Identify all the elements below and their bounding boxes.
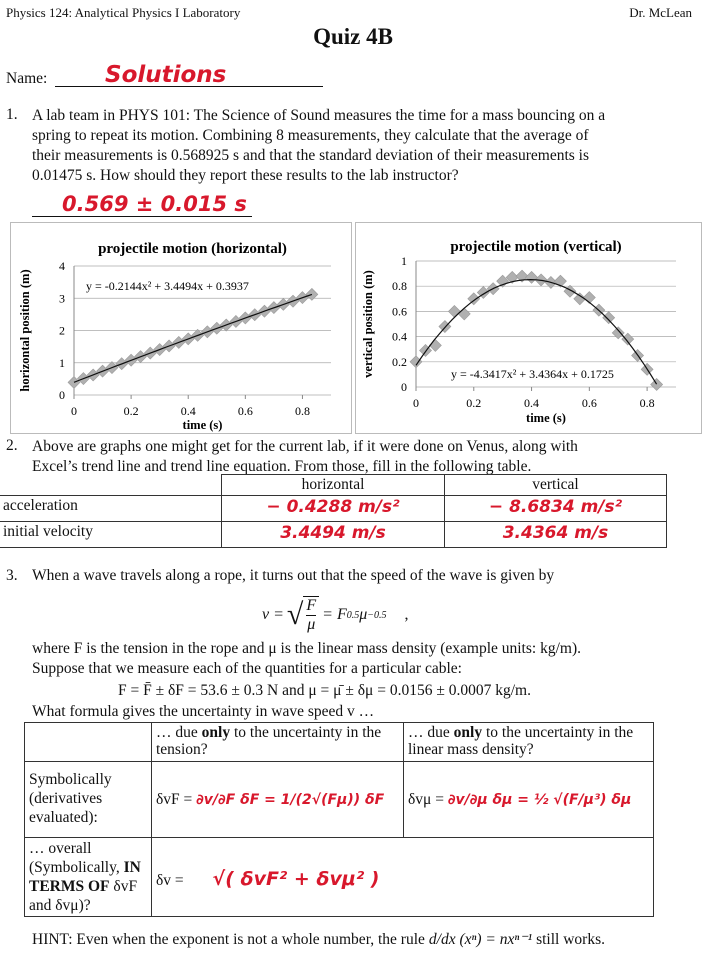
data-point xyxy=(622,333,634,345)
col-horizontal: horizontal xyxy=(222,475,445,496)
data-point xyxy=(458,308,470,320)
q3-where: where F is the tension in the rope and μ is the linear mass density (example units: kg/m). xyxy=(32,640,581,657)
q1-line: 0.01475 s. How should they report these results to the lab instructor? xyxy=(32,167,459,184)
chart-horizontal xyxy=(10,222,352,434)
instructor: Dr. McLean xyxy=(629,5,692,20)
y-tick-label: 3 xyxy=(59,291,65,306)
hint: HINT: Even when the exponent is not a whole number, the rule d/dx (xⁿ) = nxⁿ⁻¹ still works. xyxy=(32,930,605,948)
page-title: Quiz 4B xyxy=(313,24,393,49)
q3-number: 3. xyxy=(6,567,18,584)
y-tick-label: 0 xyxy=(401,380,407,394)
answer-cell[interactable]: − 0.4288 m/s² xyxy=(222,496,445,522)
q1-line: spring to repeat its motion. Combining 8 measurements, they calculate that the average of xyxy=(32,127,589,144)
q3-intro: When a wave travels along a rope, it turns out that the speed of the wave is given by xyxy=(32,567,555,584)
q3-measurements: F = F̄ ± δF = 53.6 ± 0.3 N and μ = μ̄ ± δμ = 0.0156 ± 0.0007 kg/m. xyxy=(118,682,531,699)
y-axis-label: horizontal position (m) xyxy=(18,269,32,392)
answer-dvF[interactable]: ∂v/∂F δF = 1/(2√(Fμ)) δF xyxy=(196,791,385,808)
y-tick-label: 0.4 xyxy=(392,329,407,344)
x-tick-label: 0.8 xyxy=(639,396,655,410)
q2-line: Above are graphs one might get for the current lab, if it were done on Venus, along with xyxy=(32,438,578,455)
x-tick-label: 0.8 xyxy=(294,404,310,418)
x-axis-label: time (s) xyxy=(526,411,566,425)
q3-question: What formula gives the uncertainty in wave speed v … xyxy=(32,703,375,720)
y-tick-label: 0.8 xyxy=(392,279,407,294)
data-point xyxy=(603,312,615,324)
q2-text xyxy=(32,437,578,477)
y-tick-label: 1 xyxy=(401,254,407,268)
chart-title: projectile motion (horizontal) xyxy=(98,241,287,257)
course-title: Physics 124: Analytical Physics I Laboratory xyxy=(6,5,241,20)
trendline-equation: y = -4.3417x² + 3.4364x + 0.1725 xyxy=(451,367,614,381)
q1-answer: 0.569 ± 0.015 s xyxy=(62,192,247,216)
answer-cell[interactable]: − 8.6834 m/s² xyxy=(445,496,667,522)
x-tick-label: 0.4 xyxy=(180,404,196,418)
x-tick-label: 0 xyxy=(413,396,419,410)
q2-line: Excel’s trend line and trend line equation. From those, fill in the following table. xyxy=(32,458,532,475)
row-label: acceleration xyxy=(0,496,222,522)
answer-dvmu[interactable]: ∂v/∂μ δμ = ½ √(F/μ³) δμ xyxy=(447,791,632,808)
answer-cell[interactable]: 3.4364 m/s xyxy=(445,522,667,548)
x-axis-label: time (s) xyxy=(182,418,223,432)
answer-dv[interactable]: √( δvF² + δvμ² ) xyxy=(212,868,380,890)
chart-vertical xyxy=(355,222,702,434)
data-point xyxy=(651,378,663,390)
data-point xyxy=(448,305,460,317)
wave-speed-formula: v = √ $\frac{F}{\mu}$ = F 0.5 μ −0.5 , xyxy=(262,597,409,633)
data-point xyxy=(564,285,576,297)
q3-table: … due only to the uncertainty in the tension? … due only to the uncertainty in the linear mass density? Symbolically (derivatives evaluated): δvF = ∂v/∂F δF = 1/(2√(Fμ)) δF δvμ = ∂v/∂μ δμ = ½ √(F/μ³) δμ … overall (Symbolically, IN TERMS OF δvF and δvμ)? δv = √( δvF² + δvμ² ) xyxy=(24,722,654,917)
q1-text xyxy=(32,106,605,186)
trendline-equation: y = -0.2144x² + 3.4494x + 0.3937 xyxy=(86,279,249,293)
x-tick-label: 0.4 xyxy=(524,396,540,410)
y-tick-label: 0.2 xyxy=(392,354,407,369)
y-axis-label: vertical position (m) xyxy=(361,270,375,378)
q1-line: A lab team in PHYS 101: The Science of Sound measures the time for a mass bouncing on a xyxy=(32,107,606,124)
name-label: Name: xyxy=(6,70,48,87)
q3-where: Suppose that we measure each of the quantities for a particular cable: xyxy=(32,660,462,677)
data-point xyxy=(410,356,422,368)
q2-table xyxy=(0,474,667,548)
y-tick-label: 0.6 xyxy=(392,304,407,319)
x-tick-label: 0.2 xyxy=(466,396,482,410)
y-tick-label: 4 xyxy=(59,259,65,273)
data-point xyxy=(429,339,441,351)
q2-number: 2. xyxy=(6,437,18,454)
answer-cell[interactable]: 3.4494 m/s xyxy=(222,522,445,548)
name-answer: Solutions xyxy=(105,62,227,88)
row-label: initial velocity xyxy=(0,522,222,548)
q1-line: their measurements is 0.568925 s and that the standard deviation of their measurements is xyxy=(32,147,590,164)
data-point xyxy=(612,327,624,339)
x-tick-label: 0.6 xyxy=(581,396,597,410)
y-tick-label: 0 xyxy=(59,388,65,402)
x-tick-label: 0 xyxy=(71,404,77,418)
x-tick-label: 0.6 xyxy=(237,404,253,418)
col-vertical: vertical xyxy=(445,475,667,496)
y-tick-label: 2 xyxy=(59,323,65,338)
q1-number: 1. xyxy=(6,106,18,123)
chart-title: projectile motion (vertical) xyxy=(450,239,622,255)
q1-answer-line xyxy=(32,216,252,217)
data-point xyxy=(526,271,538,283)
y-tick-label: 1 xyxy=(59,355,65,370)
x-tick-label: 0.2 xyxy=(123,404,139,418)
